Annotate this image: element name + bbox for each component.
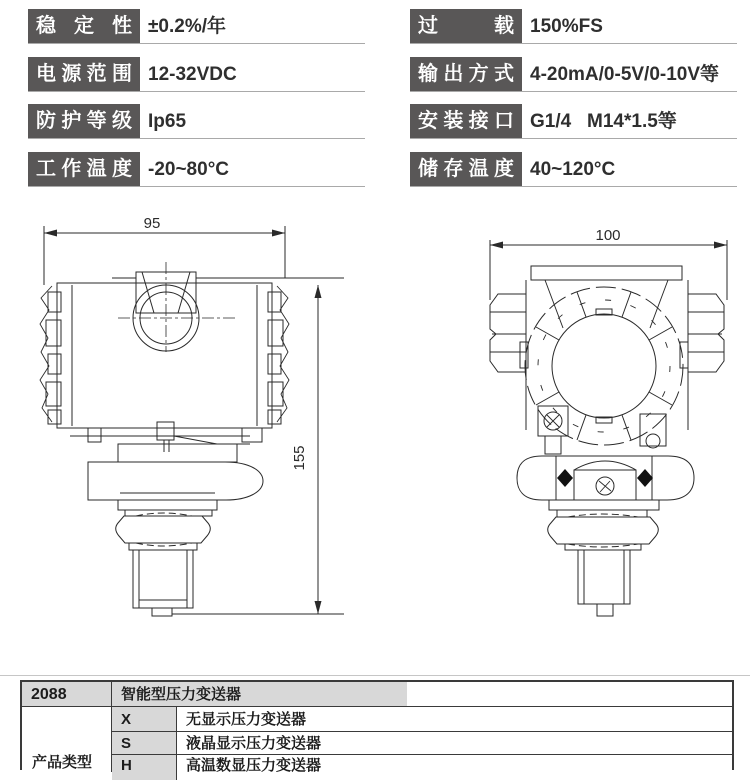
spec-label-storage-temp: 储存温度	[410, 152, 522, 186]
spec-label-protection: 防护等级	[28, 104, 140, 138]
spec-value-overload: 150%FS	[530, 16, 603, 37]
spec-value-protection: Ip65	[148, 111, 187, 132]
variant-desc-cell: 高温数显压力变送器	[186, 757, 322, 774]
spec-value-storage-temp: 40~120°C	[530, 159, 616, 180]
spec-label-stability: 稳 定 性	[28, 9, 140, 43]
spec-row-work-temp	[28, 152, 365, 187]
side-view-height-label: 155	[291, 445, 308, 471]
spec-row-output	[410, 57, 737, 92]
variant-code-cell: H	[112, 755, 177, 780]
threaded-stem	[133, 550, 193, 616]
hex-nut-front	[548, 514, 659, 547]
category-label: 产品类型	[32, 754, 93, 771]
spec-row-power	[28, 57, 365, 92]
side-view-width-label: 95	[143, 215, 161, 232]
hex-nut	[116, 513, 211, 546]
spec-value-work-temp: -20~80°C	[148, 159, 230, 180]
right-cable-gland	[688, 294, 724, 372]
spec-value-stability: ±0.2%/年	[148, 16, 227, 37]
conduit-port	[112, 262, 235, 352]
spec-row-mounting	[410, 104, 737, 139]
spec-label-overload: 过 载	[410, 9, 522, 43]
front-view-width-label: 100	[595, 227, 621, 244]
variant-code-cell: S	[112, 732, 177, 755]
spec-row-stability	[28, 9, 365, 44]
technical-drawings	[0, 195, 750, 675]
model-number-cell: 2088	[22, 682, 112, 707]
round-cover	[520, 287, 688, 445]
section-divider	[0, 675, 750, 676]
spec-row-overload	[410, 9, 737, 44]
model-selection-table	[20, 680, 734, 774]
variant-code-cell: X	[112, 707, 177, 732]
bracket	[70, 422, 262, 452]
spec-row-storage-temp	[410, 152, 737, 187]
right-ribs	[268, 286, 289, 424]
dimension-95	[44, 215, 285, 285]
threaded-stem-front	[578, 550, 630, 616]
spec-label-power: 电源范围	[28, 57, 140, 91]
side-view-drawing	[40, 215, 344, 616]
process-flange	[88, 462, 263, 500]
model-desc-cell: 智能型压力变送器	[112, 682, 732, 707]
spec-value-power: 12-32VDC	[148, 64, 237, 85]
spec-label-output: 输出方式	[410, 57, 522, 91]
spec-label-work-temp: 工作温度	[28, 152, 140, 186]
left-cable-gland	[490, 294, 526, 372]
variant-desc-cell: 液晶显示压力变送器	[177, 732, 732, 755]
sensor-flange	[517, 456, 694, 500]
spec-value-mounting: G1/4 M14*1.5等	[530, 111, 677, 132]
variant-desc-cell: 无显示压力变送器	[177, 707, 732, 732]
spec-label-mounting: 安装接口	[410, 104, 522, 138]
front-view-drawing	[490, 227, 727, 616]
category-cell	[22, 707, 112, 772]
left-ribs	[40, 286, 61, 424]
spec-row-protection	[28, 104, 365, 139]
spec-value-output: 4-20mA/0-5V/0-10V等	[530, 64, 720, 85]
ground-terminal	[538, 406, 568, 454]
